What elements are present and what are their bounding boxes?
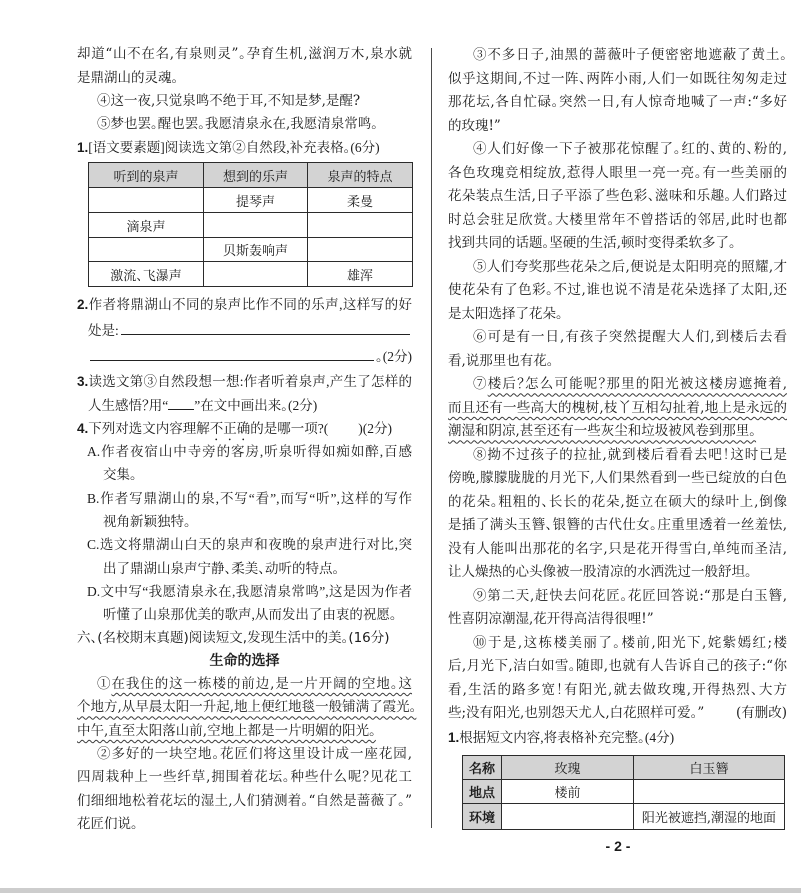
paragraph-4	[448, 138, 787, 162]
row-header: 环境	[463, 804, 502, 830]
question-number: 4.	[77, 420, 89, 436]
question-score: )(2分)	[358, 420, 393, 436]
table-row	[89, 238, 413, 262]
paragraph-marker: ⑧	[473, 446, 488, 463]
paragraph-1-line	[77, 696, 417, 719]
table-cell: 楼前	[502, 780, 634, 804]
table-cell: 滴泉声	[89, 213, 204, 238]
underlined-text: 个地方,从早晨太阳一升起,地上便红地毯一般铺满了霞光。	[77, 699, 417, 716]
paragraph-marker: ①	[97, 676, 112, 693]
table-cell	[204, 262, 308, 287]
table-cell	[308, 238, 413, 262]
table-header: 听到的泉声	[89, 163, 204, 188]
source-note: (有删改)	[735, 705, 787, 722]
paragraph-marker: ④	[473, 141, 488, 158]
table-header: 白玉簪	[634, 756, 785, 780]
underlined-text: 潮湿和阴凉,甚至还有一些灰尘和垃圾被风卷到那里。	[448, 423, 757, 440]
flower-comparison-table	[462, 755, 785, 830]
paragraph-marker: ⑤	[473, 258, 487, 275]
paragraph-5	[77, 113, 412, 136]
option-text: 选文将鼎湖山白天的泉声和夜晚的泉声进行对比,突	[99, 537, 412, 553]
paragraph-text: 梦也罢。醒也罢。我愿清泉永在,我愿清泉常鸣。	[110, 116, 379, 133]
paragraph-text: 可是有一日,有孩子突然提醒大人们,到楼后去看	[487, 329, 787, 346]
paragraph-1-line	[77, 720, 412, 743]
option-text: 作者写鼎湖山的泉,不写“看”,而写“听”,这样的写作	[99, 490, 412, 506]
paragraph-8-line: 让人燥热的心头像被一股清凉的水洒洗过一般舒坦。	[448, 564, 752, 581]
passage-continued	[448, 44, 787, 749]
question-text: 根据短文内容,将表格补充完整。(4分)	[459, 729, 675, 745]
paragraph-6-line: 看,说那里也有花。	[448, 352, 554, 369]
spring-sound-table	[88, 162, 413, 287]
paragraph-marker: ⑩	[473, 634, 488, 651]
paragraph-7-line	[448, 397, 787, 421]
question-text: 人生感悟？用“	[88, 397, 169, 413]
paragraph-text: 第二天,赶快去问花匠。花匠回答说:“那是白玉簪,	[487, 587, 787, 604]
table-cell	[634, 780, 785, 804]
paragraph-text: 这一夜,只觉泉鸣不绝于耳,不知是梦,是醒?	[110, 92, 361, 109]
questions-and-passage	[77, 370, 417, 836]
paragraph-10-line	[448, 702, 787, 726]
paragraph-10-line: 看,生活的路多宽！有阳光,就去做玫瑰,开得热烈、大方	[448, 681, 787, 698]
paragraph-10-line: 后,月光下,洁白如雪。随即,也就有人告诉自己的孩子:“你	[448, 658, 787, 675]
emphasized-text: 不正确	[209, 420, 251, 436]
paragraph-2-line: 花匠们说。	[77, 815, 138, 832]
paragraph-8-line: 的花朵。粗粗的、长长的花朵,挺立在硕大的绿叶上,倒像	[448, 493, 787, 510]
question-line	[77, 344, 412, 370]
page-number: - 2 -	[605, 838, 631, 854]
question-score: 。(2分)	[376, 349, 412, 364]
question-4-prompt	[77, 417, 412, 440]
paragraph-4	[77, 90, 412, 113]
question-tag: [语文要素题]	[88, 140, 165, 156]
option-a-continued: 交集。	[103, 467, 137, 483]
paragraph-1	[77, 673, 412, 696]
paragraph-text: 人们好像一下子被那花惊醒了。红的、黄的、粉的,	[487, 141, 788, 158]
table-header-row	[463, 756, 785, 780]
table-row	[89, 188, 413, 213]
table-row	[89, 262, 413, 287]
paragraph-5	[448, 256, 787, 280]
answer-blank-line	[90, 345, 374, 361]
paragraph-4-line: 时总会驻足欣赏。大楼里常年不曾搭话的邻居,此时也都	[448, 211, 787, 228]
table-header: 名称	[463, 756, 502, 780]
question-text: ”在文中画出来。(2分)	[194, 397, 318, 413]
question-text: 下列对选文内容理解	[88, 420, 210, 436]
paragraph-marker: ⑦	[473, 376, 488, 393]
passage-line: 是鼎湖山的灵魂。	[77, 69, 179, 86]
paragraph-5-line: 使花朵有了色彩。不过,谁也说不清是花朵选择了太阳,还	[448, 282, 787, 299]
paragraph-4-line: 各色玫瑰竞相绽放,惹得人眼里一亮一亮。有一些美丽的	[448, 164, 787, 181]
answer-blank-line	[121, 319, 410, 335]
option-d-continued: 听懂了山泉那优美的歌声,从而发出了由衷的祝愿。	[103, 607, 397, 623]
paragraph-4-line: 找到共同的话题。坚硬的生活,顿时变得柔软多了。	[448, 235, 736, 252]
table-cell	[89, 188, 204, 213]
passage-line: 却道“山不在名,有泉则灵”。孕育生机,滋润万木,泉水就	[77, 46, 412, 63]
paragraph-text: 人们夸奖那些花朵之后,便说是太阳明亮的照耀,才	[486, 258, 787, 275]
table-row	[463, 780, 785, 804]
paragraph-text: 于是,这栋楼美丽了。楼前,阳光下,姹紫嫣红;楼	[487, 634, 788, 651]
passage-title: 生命的选择	[209, 652, 280, 669]
paragraph-4-line: 花朵装点生活,日子平添了些色彩、滋味和乐趣。人们路过	[448, 188, 787, 205]
question-number: 3.	[77, 374, 89, 390]
table-cell: 提琴声	[204, 188, 308, 213]
paragraph-marker: ⑥	[473, 329, 488, 346]
question-text: 作者将鼎湖山不同的泉声比作不同的乐声,这样写的好	[88, 297, 412, 312]
option-b-continued: 视角新颖独特。	[103, 514, 191, 530]
question-text: 的是哪一项?(	[250, 420, 329, 436]
question-2	[77, 292, 412, 370]
question-number: 1.	[448, 729, 460, 745]
question-number: 1.	[77, 140, 89, 156]
table-header-row	[89, 163, 413, 188]
option-letter: B.	[87, 490, 100, 506]
option-letter: D.	[87, 583, 101, 599]
paragraph-text: 不多日子,油黑的蔷薇叶子便密密地遮蔽了黄土。	[487, 47, 788, 64]
option-b	[77, 487, 412, 510]
table-cell: 激流、飞瀑声	[89, 262, 204, 287]
paragraph-text: 些;没有阳光,也别怨天尤人,白花照样可爱。”	[448, 705, 705, 722]
table-cell	[308, 213, 413, 238]
paragraph-marker: ②	[97, 746, 112, 763]
option-c	[77, 533, 412, 556]
paragraph-marker: ③	[473, 47, 488, 64]
paragraph-2	[77, 743, 412, 766]
table-cell	[502, 804, 634, 830]
table-cell: 贝斯轰响声	[204, 238, 308, 262]
question-text: 阅读选文第②自然段,补充表格。(6分)	[164, 140, 380, 156]
column-divider	[431, 48, 432, 828]
option-text: 文中写“我愿清泉永在,我愿清泉常鸣”,这是因为作者	[100, 583, 412, 599]
option-text: 作者夜宿山中寺旁的客房,听泉听得如痴如醉,百感	[100, 444, 412, 460]
paragraph-text: 多好的一块空地。花匠们将这里设计成一座花园,	[111, 746, 413, 763]
underline-sample-blank	[168, 396, 194, 410]
table-cell	[89, 238, 204, 262]
question-line	[77, 318, 412, 344]
underlined-text: 而且还有一些高大的槐树,枝丫互相勾扯着,地上是永远的	[448, 399, 787, 416]
option-letter: A.	[87, 444, 101, 460]
question-1-prompt	[77, 136, 412, 159]
paragraph-marker: ⑨	[473, 587, 488, 604]
paragraph-8	[448, 444, 787, 468]
table-header: 泉声的特点	[308, 163, 413, 188]
underlined-text: 中午,直至太阳落山前,空地上都是一片明媚的阳光。	[77, 722, 376, 739]
paragraph-3	[448, 44, 787, 68]
paragraph-2-line: 们细细地松着花坛的湿土,人们猜测着。“自然是蔷薇了。”	[77, 792, 412, 809]
paragraph-text: 拗不过孩子的拉扯,就到楼后看看去吧！这时已是	[487, 446, 788, 463]
paragraph-3-line: 的玫瑰!”	[448, 117, 501, 134]
question-text: 处是:	[88, 323, 119, 338]
paragraph-9-line: 性喜阴凉潮湿,花开得高洁得很哩!”	[448, 611, 654, 628]
table-cell	[204, 213, 308, 238]
paragraph-8-line: 没有人能叫出那花的名字,只是花开得雪白,单纯而圣洁,	[448, 540, 787, 557]
question-number: 2.	[77, 297, 89, 312]
section-heading: 六、(名校期末真题)阅读短文,发现生活中的美。(16分)	[77, 629, 390, 646]
paragraph-9	[448, 585, 787, 609]
table-cell: 雄浑	[308, 262, 413, 287]
option-c-continued: 出了鼎湖山泉声宁静、柔美、动听的特点。	[103, 560, 340, 576]
paragraph-3-line: 那花坛,各自忙碌。突然一日,有人惊奇地喊了一声:“多好	[448, 94, 787, 111]
paragraph-6	[448, 326, 787, 350]
option-letter: C.	[87, 537, 100, 553]
question-text: 读选文第③自然段想一想:作者听着泉声,产生了怎样的	[88, 374, 412, 390]
table-header: 玫瑰	[502, 756, 634, 780]
question-3-line	[77, 394, 412, 417]
question-3-line	[77, 370, 412, 393]
row-header: 地点	[463, 780, 502, 804]
table-row	[463, 804, 785, 830]
paragraph-3-line: 似乎这期间,不过一阵、两阵小雨,人们一如既往匆匆走过	[448, 70, 787, 87]
question-line	[77, 292, 412, 318]
table-header: 想到的乐声	[204, 163, 308, 188]
paragraph-5-line: 是太阳选择了花朵。	[448, 305, 563, 322]
underlined-text: 在我住的这一栋楼的前边,是一片开阔的空地。这	[111, 676, 413, 693]
paragraph-marker: ⑤	[97, 116, 111, 133]
paragraph-7	[448, 373, 787, 397]
table-row	[89, 213, 413, 238]
table-cell: 阳光被遮挡,潮湿的地面	[634, 804, 785, 830]
paragraph-10	[448, 632, 787, 656]
paragraph-7-line	[448, 420, 787, 444]
section-6-question-1-prompt	[448, 726, 787, 750]
underlined-text: 楼后？怎么可能呢？那里的阳光被这楼房遮掩着,	[487, 376, 788, 393]
previous-passage-tail	[77, 43, 412, 159]
viewer-bottom-edge	[0, 888, 801, 893]
option-d	[77, 580, 412, 603]
paragraph-marker: ④	[97, 92, 111, 109]
paragraph-8-line: 傍晚,朦朦胧胧的月光下,人们果然看到一些已绽放的白色	[448, 470, 787, 487]
paragraph-2-line: 四周栽种上一些纤草,拥围着花坛。种些什么呢？见花工	[77, 769, 412, 786]
paragraph-8-line: 是插了满头玉簪、银簪的古代仕女。庄重里透着一丝羞怯,	[448, 517, 787, 534]
table-cell: 柔曼	[308, 188, 413, 213]
option-a	[77, 440, 412, 463]
